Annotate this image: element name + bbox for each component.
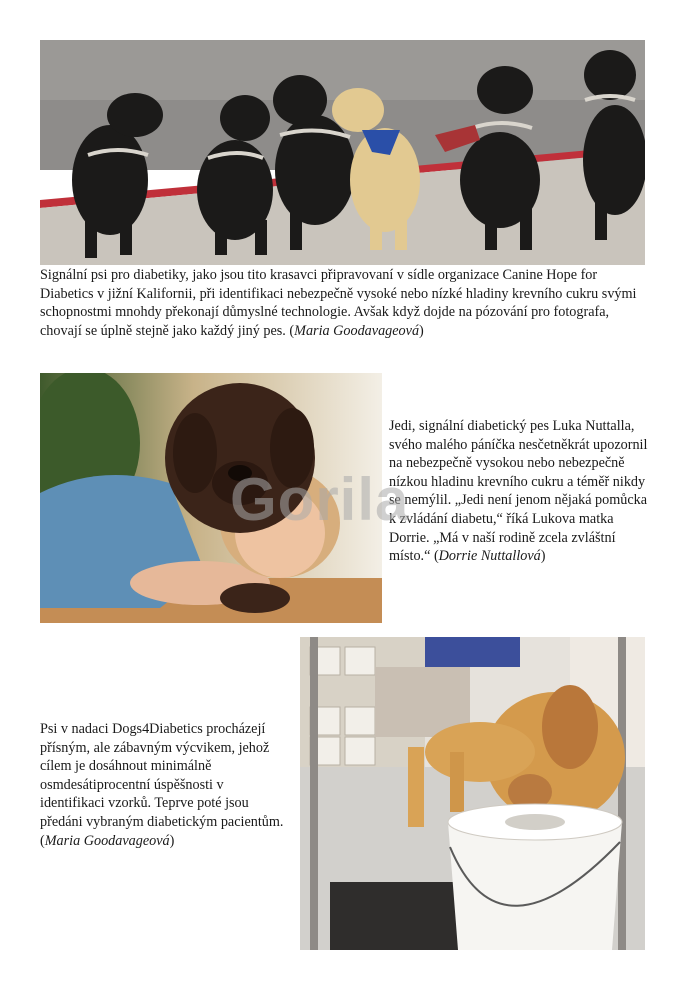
dogs-group-caption: Signální psi pro diabetiky, jako jsou tito krasavci připravovaní v sídle organizace Canine Hope for Diabetics v jižní Kalifornii, při identifikaci nebezpečně vysoké nebo nízké hladiny krevního cukru svými schopnostmi mnohdy překonají důmyslné technologie. Avšak když dojde na pózování pro fotografa, chovají se úplně stejně jako každý jiný pes. (Maria Goodavageová) <box>40 267 637 339</box>
caption-text: Psi v nadaci Dogs4Diabetics procházejí přísným, ale zábavným výcvikem, jehož cílem je dosáhnout minimálně osmdesátiprocentní úspěšnosti v identifikaci vzorků. Teprve poté jsou předáni vybraným diabetickým pacientům. <box>40 721 284 830</box>
lab-with-bucket-photo <box>300 637 645 950</box>
photo-credit: Dorrie Nuttallová <box>438 548 541 565</box>
publisher-watermark: Gorila <box>230 466 410 533</box>
dogs4diabetics-caption: Psi v nadaci Dogs4Diabetics procházejí přísným, ale zábavným výcvikem, jehož cílem je dosáhnout minimálně osmdesátiprocentní úspěšnosti v identifikaci vzorků. Teprve poté jsou předáni vybraným diabetickým pacientům. (Maria Goodavageová) <box>40 721 284 849</box>
caption-text: Jedi, signální diabetický pes Luka Nuttalla, svého malého páníčka nesčetněkrát upozornil na nebezpečně vysokou nebo nebezpečně nízkou hladinu krevního cukru a téměř nikdy se nemýlil. „Jedi není jenom nějaká pomůcka k zvládání diabetu,“ říká Lukova matka Dorrie. „Má v naší rodině zcela zvláštní místo.“ <box>389 418 648 565</box>
jedi-caption: Jedi, signální diabetický pes Luka Nuttalla, svého malého páníčka nesčetněkrát upozornil na nebezpečně vysokou nebo nebezpečně nízkou hladinu krevního cukru a téměř nikdy se nemýlil. „Jedi není jenom nějaká pomůcka k zvládání diabetu,“ říká Lukova matka Dorrie. „Má v naší rodině zcela zvláštní místo.“ (Dorrie Nuttallová) <box>389 418 648 565</box>
dogs-group-photo <box>40 40 645 265</box>
photo-credit: Maria Goodavageová <box>294 322 420 339</box>
caption-text: Signální psi pro diabetiky, jako jsou tito krasavci připravovaní v sídle organizace Canine Hope for Diabetics v jižní Kalifornii, při identifikaci nebezpečně vysoké nebo nízké hladiny krevního cukru svými schopnostmi mnohdy překonají důmyslné technologie. Avšak když dojde na pózování pro fotografa, chovají se úplně stejně jako každý jiný pes. <box>40 267 637 339</box>
photo-credit: Maria Goodavageová <box>44 832 170 849</box>
